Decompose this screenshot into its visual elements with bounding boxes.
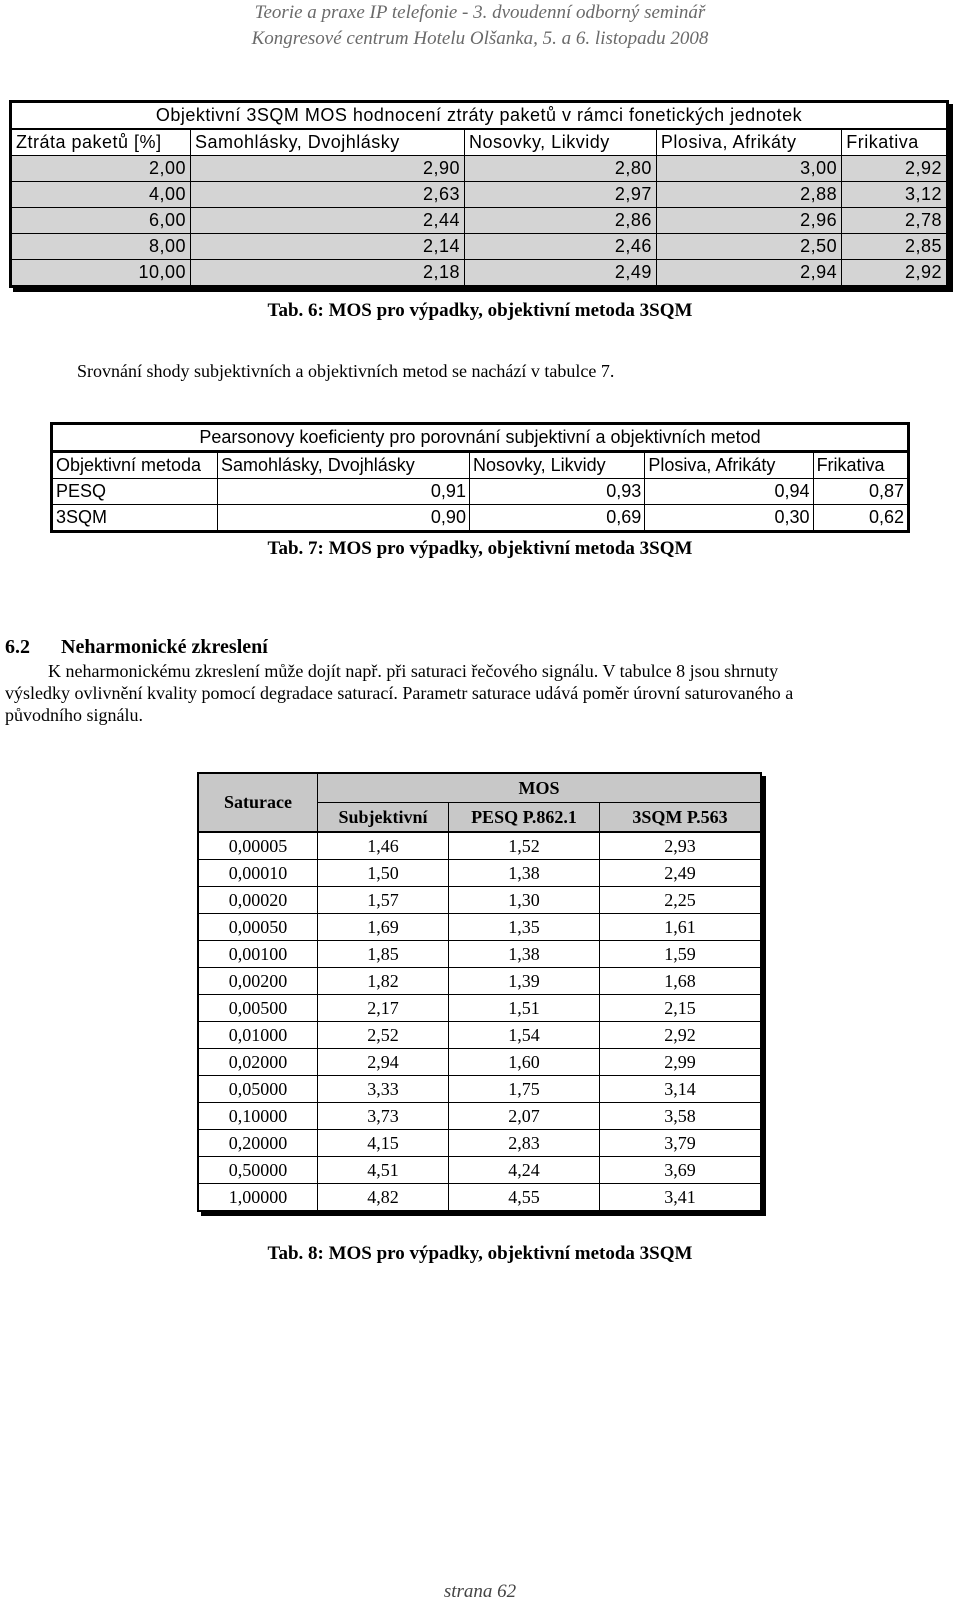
table1-caption: Tab. 6: MOS pro výpadky, objektivní metoda 3SQM	[267, 300, 693, 321]
table-cell: 0,00100	[198, 941, 318, 968]
table3-group-mos: MOS	[318, 773, 762, 803]
table-cell: 3,79	[600, 1130, 762, 1157]
table-cell: 1,51	[449, 995, 600, 1022]
table-cell: 0,05000	[198, 1076, 318, 1103]
table-cell: 0,02000	[198, 1049, 318, 1076]
table-cell: 1,30	[449, 887, 600, 914]
table-row	[198, 832, 761, 860]
table-cell: 0,00010	[198, 860, 318, 887]
table-cell: 1,52	[449, 832, 600, 860]
table-cell: 2,99	[600, 1049, 762, 1076]
table-cell: 0,90	[218, 505, 470, 532]
table-cell: 1,69	[318, 914, 449, 941]
table-cell: 2,46	[465, 234, 657, 260]
table-cell: 0,00050	[198, 914, 318, 941]
table-cell: 2,52	[318, 1022, 449, 1049]
table-cell: 4,15	[318, 1130, 449, 1157]
table-packet-loss-3sqm	[9, 100, 949, 288]
table-cell: 0,01000	[198, 1022, 318, 1049]
table-cell: 1,39	[449, 968, 600, 995]
table-cell: 2,90	[191, 156, 465, 182]
table-cell: 2,96	[656, 208, 841, 234]
table2-caption: Tab. 7: MOS pro výpadky, objektivní metoda 3SQM	[267, 538, 693, 559]
table-cell: 0,00200	[198, 968, 318, 995]
table-cell: 3,41	[600, 1184, 762, 1212]
table-cell: 1,00000	[198, 1184, 318, 1212]
table-cell: 1,60	[449, 1049, 600, 1076]
table-row	[198, 1076, 761, 1103]
table-cell: 4,82	[318, 1184, 449, 1212]
table-cell: 2,93	[600, 832, 762, 860]
table-cell: 8,00	[11, 234, 191, 260]
table-cell: 2,92	[600, 1022, 762, 1049]
table3-header: Subjektivní	[318, 803, 449, 833]
table-cell: 3,00	[656, 156, 841, 182]
table-row	[11, 156, 948, 182]
table-row	[198, 914, 761, 941]
table-cell: 6,00	[11, 208, 191, 234]
table-saturation-mos	[197, 772, 762, 1212]
table-cell: 0,93	[469, 479, 644, 505]
table-cell: 4,24	[449, 1157, 600, 1184]
table-cell: 1,35	[449, 914, 600, 941]
table-cell: 2,15	[600, 995, 762, 1022]
table-cell: 3SQM	[52, 505, 218, 532]
paragraph-line: výsledky ovlivnění kvality pomocí degradace saturací. Parametr saturace udává poměr úrovní saturovaného a	[5, 683, 794, 703]
table-cell: 1,75	[449, 1076, 600, 1103]
table1-title: Objektivní 3SQM MOS hodnocení ztráty paketů v rámci fonetických jednotek	[11, 102, 948, 130]
table-cell: 1,85	[318, 941, 449, 968]
table-row	[11, 182, 948, 208]
table2-header: Samohlásky, Dvojhlásky	[218, 452, 470, 479]
table-row	[11, 234, 948, 260]
table-cell: 0,30	[645, 505, 813, 532]
table-cell: 0,87	[813, 479, 908, 505]
table1-header: Nosovky, Likvidy	[465, 129, 657, 156]
section-heading	[5, 636, 268, 659]
table-cell: 3,12	[842, 182, 948, 208]
table-row	[198, 887, 761, 914]
table-cell: 1,54	[449, 1022, 600, 1049]
table-cell: 2,07	[449, 1103, 600, 1130]
table1-header: Frikativa	[842, 129, 948, 156]
paragraph-saturation	[5, 660, 955, 726]
table-cell: PESQ	[52, 479, 218, 505]
table-cell: 3,73	[318, 1103, 449, 1130]
table-cell: 0,00500	[198, 995, 318, 1022]
table-cell: 0,62	[813, 505, 908, 532]
table2-header: Objektivní metoda	[52, 452, 218, 479]
paragraph-comparison: Srovnání shody subjektivních a objektivních metod se nachází v tabulce 7.	[77, 361, 615, 381]
table-cell: 2,85	[842, 234, 948, 260]
table-cell: 0,91	[218, 479, 470, 505]
table-cell: 0,69	[469, 505, 644, 532]
table-row	[198, 1130, 761, 1157]
table2-title: Pearsonovy koeficienty pro porovnání subjektivní a objektivních metod	[52, 424, 909, 452]
header-line-2: Kongresové centrum Hotelu Olšanka, 5. a 6. listopadu 2008	[251, 28, 709, 49]
table2-header: Frikativa	[813, 452, 908, 479]
table-cell: 2,00	[11, 156, 191, 182]
table-cell: 2,88	[656, 182, 841, 208]
page-header	[0, 0, 960, 52]
table-cell: 4,55	[449, 1184, 600, 1212]
table-cell: 2,49	[465, 260, 657, 287]
table-cell: 0,10000	[198, 1103, 318, 1130]
table-cell: 1,57	[318, 887, 449, 914]
table-cell: 2,83	[449, 1130, 600, 1157]
table-cell: 3,33	[318, 1076, 449, 1103]
table-cell: 1,46	[318, 832, 449, 860]
table-row	[198, 1022, 761, 1049]
table3-caption: Tab. 8: MOS pro výpadky, objektivní metoda 3SQM	[267, 1243, 693, 1264]
table-cell: 2,50	[656, 234, 841, 260]
table-row	[198, 995, 761, 1022]
table-row	[52, 505, 909, 532]
table-cell: 4,00	[11, 182, 191, 208]
table-cell: 2,17	[318, 995, 449, 1022]
table-row	[52, 479, 909, 505]
table-cell: 1,68	[600, 968, 762, 995]
table-cell: 2,44	[191, 208, 465, 234]
table-cell: 3,14	[600, 1076, 762, 1103]
table-cell: 2,92	[842, 260, 948, 287]
table-row	[11, 208, 948, 234]
paragraph-line: původního signálu.	[5, 705, 143, 725]
table-cell: 3,58	[600, 1103, 762, 1130]
table-cell: 1,61	[600, 914, 762, 941]
table-cell: 0,50000	[198, 1157, 318, 1184]
table1-header: Plosiva, Afrikáty	[656, 129, 841, 156]
table-cell: 2,97	[465, 182, 657, 208]
paragraph-line: K neharmonickému zkreslení může dojít např. při saturaci řečového signálu. V tabulce 8 jsou shrnuty	[48, 661, 779, 681]
table-cell: 4,51	[318, 1157, 449, 1184]
table2-header: Nosovky, Likvidy	[469, 452, 644, 479]
table1-header: Ztráta paketů [%]	[11, 129, 191, 156]
table-row	[198, 1184, 761, 1212]
header-line-1: Teorie a praxe IP telefonie - 3. dvoudenní odborný seminář	[254, 2, 706, 23]
table-cell: 1,59	[600, 941, 762, 968]
table-row	[198, 1157, 761, 1184]
table-cell: 2,80	[465, 156, 657, 182]
table3-col-saturation: Saturace	[198, 773, 318, 832]
table2-header: Plosiva, Afrikáty	[645, 452, 813, 479]
table-cell: 2,63	[191, 182, 465, 208]
page-number: strana 62	[443, 1581, 517, 1602]
table-row	[11, 260, 948, 287]
table-row	[198, 1103, 761, 1130]
table-row	[198, 968, 761, 995]
table-cell: 1,50	[318, 860, 449, 887]
table-cell: 2,86	[465, 208, 657, 234]
table-cell: 0,00020	[198, 887, 318, 914]
table-cell: 2,25	[600, 887, 762, 914]
section-title: Neharmonické zkreslení	[61, 636, 268, 658]
table-row	[198, 1049, 761, 1076]
table-cell: 2,94	[318, 1049, 449, 1076]
table-cell: 2,14	[191, 234, 465, 260]
table-pearson-coefficients	[50, 422, 910, 533]
table-cell: 1,38	[449, 860, 600, 887]
table-cell: 1,82	[318, 968, 449, 995]
table-cell: 0,94	[645, 479, 813, 505]
table1-header: Samohlásky, Dvojhlásky	[191, 129, 465, 156]
table3-header: PESQ P.862.1	[449, 803, 600, 833]
table-row	[198, 860, 761, 887]
table3-header: 3SQM P.563	[600, 803, 762, 833]
table-cell: 2,92	[842, 156, 948, 182]
table-cell: 0,20000	[198, 1130, 318, 1157]
table-cell: 0,00005	[198, 832, 318, 860]
table-cell: 1,38	[449, 941, 600, 968]
table-cell: 2,78	[842, 208, 948, 234]
table-cell: 2,94	[656, 260, 841, 287]
table-cell: 2,49	[600, 860, 762, 887]
table-cell: 3,69	[600, 1157, 762, 1184]
section-number: 6.2	[5, 636, 30, 658]
table-cell: 10,00	[11, 260, 191, 287]
table-row	[198, 941, 761, 968]
table-cell: 2,18	[191, 260, 465, 287]
